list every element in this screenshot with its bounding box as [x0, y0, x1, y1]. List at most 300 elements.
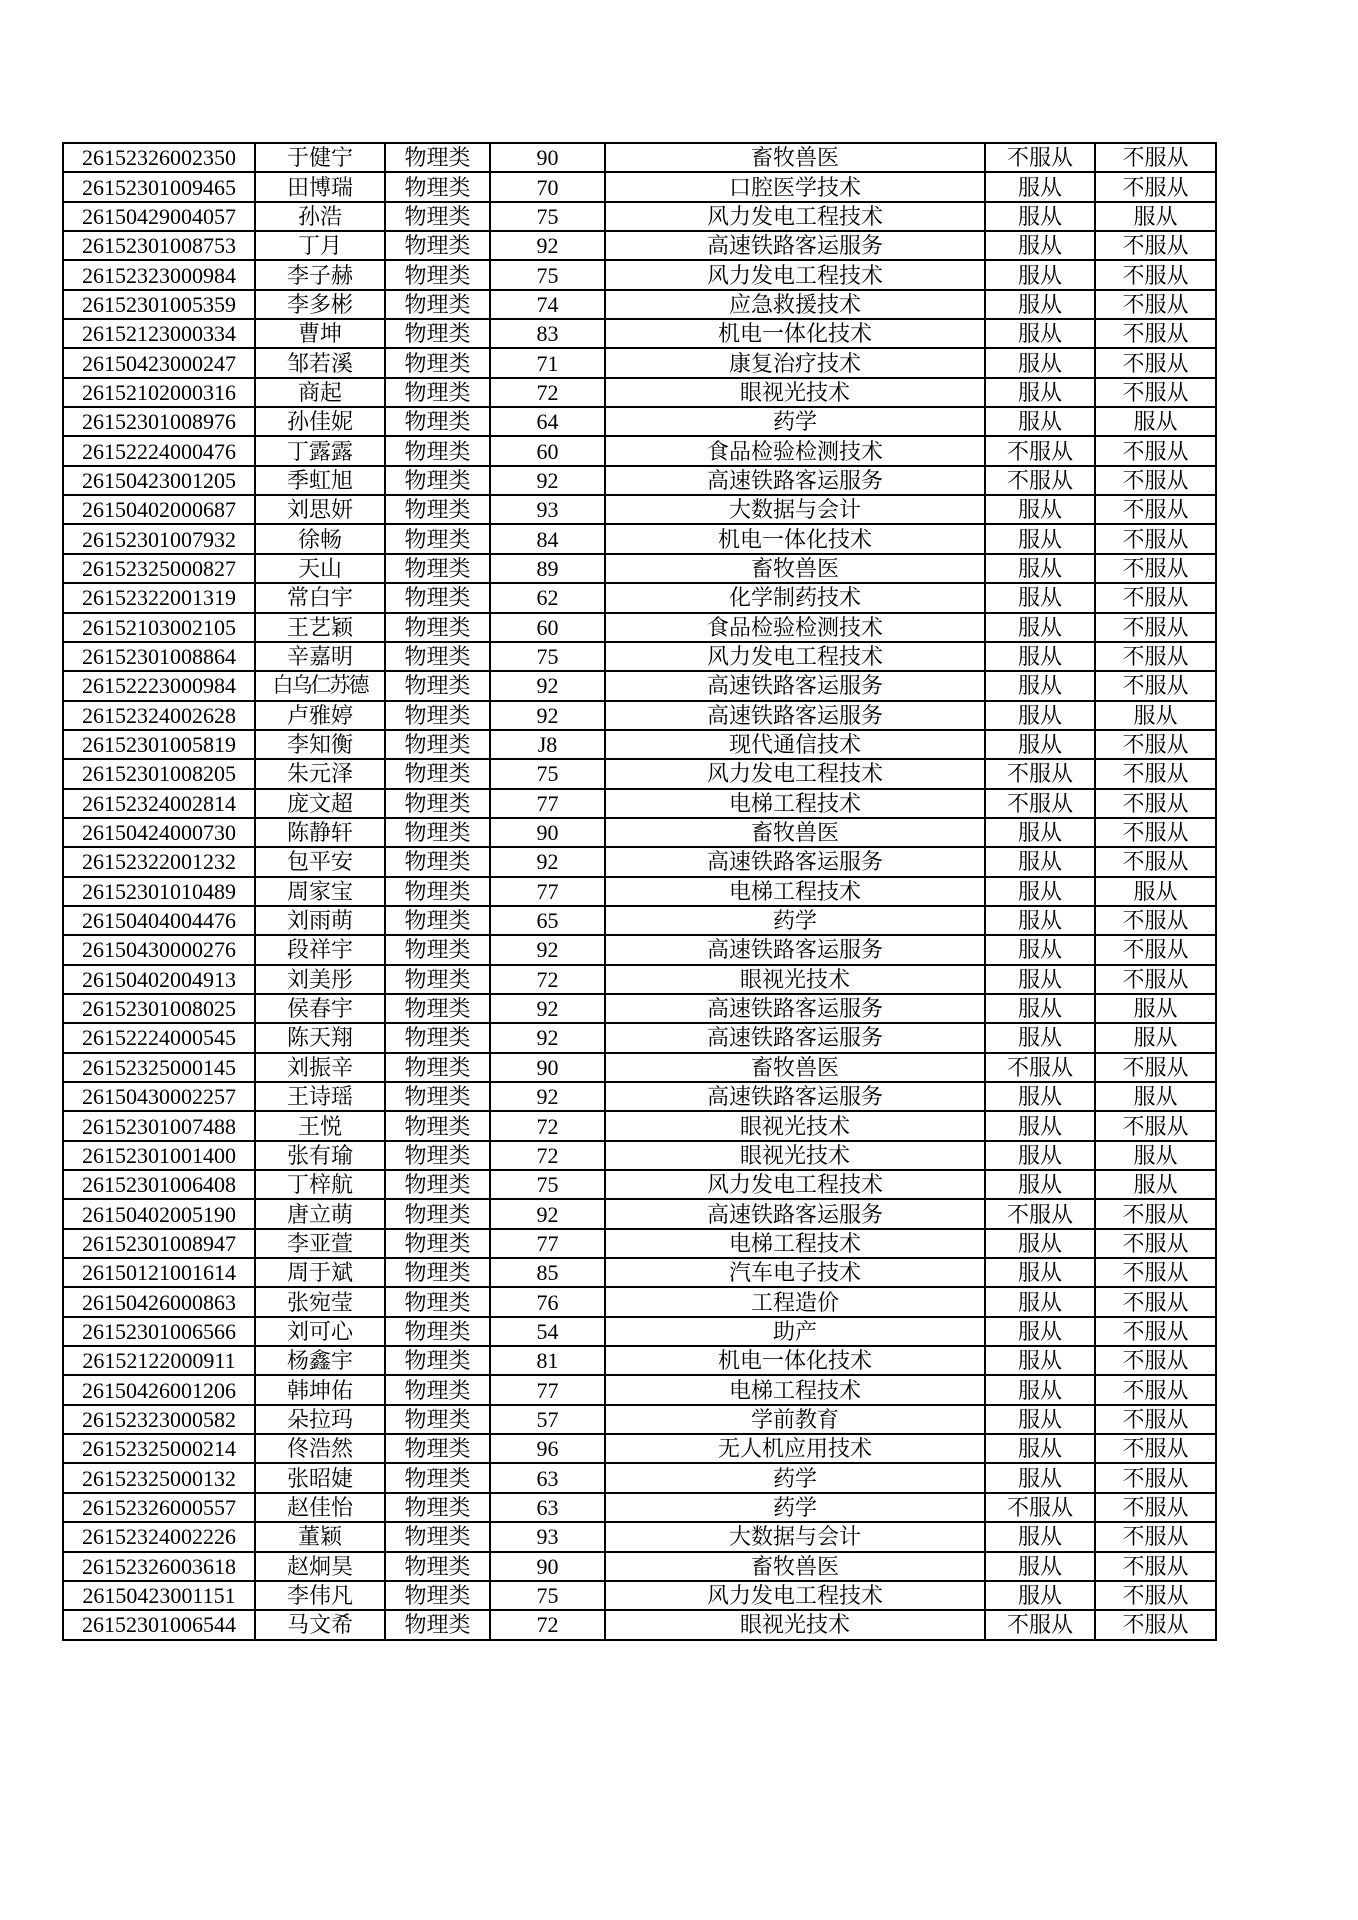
- candidate-name-cell: 侯春宇: [255, 994, 385, 1023]
- table-row: [63, 407, 1216, 436]
- candidate-id-cell: 26150423000247: [63, 348, 255, 377]
- candidate-name-cell: 徐畅: [255, 524, 385, 553]
- candidate-name-cell: 邹若溪: [255, 348, 385, 377]
- obey-adjustment-2-cell: 不服从: [1095, 495, 1216, 524]
- subject-category-cell: 物理类: [385, 671, 490, 700]
- table-row: [63, 143, 1216, 172]
- candidate-name-cell: 丁月: [255, 231, 385, 260]
- major-cell: 大数据与会计: [605, 1522, 985, 1551]
- obey-adjustment-1-cell: 服从: [985, 935, 1095, 964]
- candidate-id-cell: 26150121001614: [63, 1258, 255, 1287]
- major-cell: 眼视光技术: [605, 1141, 985, 1170]
- candidate-id-cell: 26152325000132: [63, 1463, 255, 1492]
- candidate-name-cell: 李多彬: [255, 290, 385, 319]
- obey-adjustment-1-cell: 服从: [985, 671, 1095, 700]
- score-cell: 92: [490, 994, 605, 1023]
- candidate-name-cell: 丁露露: [255, 436, 385, 465]
- subject-category-cell: 物理类: [385, 202, 490, 231]
- obey-adjustment-1-cell: 服从: [985, 1082, 1095, 1111]
- candidate-id-cell: 26152322001319: [63, 583, 255, 612]
- table-row: [63, 1552, 1216, 1581]
- major-cell: 药学: [605, 906, 985, 935]
- candidate-name-cell: 李知衡: [255, 730, 385, 759]
- candidate-name-cell: 杨鑫宇: [255, 1346, 385, 1375]
- major-cell: 电梯工程技术: [605, 1229, 985, 1258]
- subject-category-cell: 物理类: [385, 583, 490, 612]
- table-row: [63, 524, 1216, 553]
- candidate-id-cell: 26152326002350: [63, 143, 255, 172]
- table-row: [63, 1170, 1216, 1199]
- score-cell: 71: [490, 348, 605, 377]
- obey-adjustment-1-cell: 服从: [985, 407, 1095, 436]
- table-row: [63, 965, 1216, 994]
- major-cell: 电梯工程技术: [605, 789, 985, 818]
- major-cell: 风力发电工程技术: [605, 1581, 985, 1610]
- major-cell: 风力发电工程技术: [605, 202, 985, 231]
- obey-adjustment-2-cell: 不服从: [1095, 1317, 1216, 1346]
- candidate-id-cell: 26150423001205: [63, 466, 255, 495]
- score-cell: 77: [490, 1375, 605, 1404]
- candidate-name-cell: 刘振辛: [255, 1053, 385, 1082]
- table-row: [63, 1287, 1216, 1316]
- candidate-name-cell: 段祥宇: [255, 935, 385, 964]
- score-cell: 65: [490, 906, 605, 935]
- obey-adjustment-1-cell: 不服从: [985, 143, 1095, 172]
- major-cell: 无人机应用技术: [605, 1434, 985, 1463]
- major-cell: 高速铁路客运服务: [605, 701, 985, 730]
- subject-category-cell: 物理类: [385, 1111, 490, 1140]
- table-row: [63, 1346, 1216, 1375]
- obey-adjustment-1-cell: 不服从: [985, 466, 1095, 495]
- obey-adjustment-2-cell: 不服从: [1095, 789, 1216, 818]
- subject-category-cell: 物理类: [385, 701, 490, 730]
- table-row: [63, 1023, 1216, 1052]
- subject-category-cell: 物理类: [385, 1053, 490, 1082]
- major-cell: 高速铁路客运服务: [605, 847, 985, 876]
- table-row: [63, 671, 1216, 700]
- obey-adjustment-1-cell: 服从: [985, 231, 1095, 260]
- candidate-name-cell: 卢雅婷: [255, 701, 385, 730]
- score-cell: 54: [490, 1317, 605, 1346]
- candidate-id-cell: 26152301007932: [63, 524, 255, 553]
- candidate-name-cell: 刘美彤: [255, 965, 385, 994]
- obey-adjustment-1-cell: 服从: [985, 260, 1095, 289]
- candidate-id-cell: 26152301007488: [63, 1111, 255, 1140]
- subject-category-cell: 物理类: [385, 495, 490, 524]
- candidate-name-cell: 商起: [255, 378, 385, 407]
- obey-adjustment-1-cell: 不服从: [985, 1053, 1095, 1082]
- candidate-id-cell: 26152301008753: [63, 231, 255, 260]
- score-cell: 72: [490, 378, 605, 407]
- subject-category-cell: 物理类: [385, 348, 490, 377]
- score-cell: 72: [490, 1111, 605, 1140]
- table-row: [63, 759, 1216, 788]
- score-cell: 62: [490, 583, 605, 612]
- candidate-id-cell: 26150426000863: [63, 1287, 255, 1316]
- candidate-name-cell: 赵炯昊: [255, 1552, 385, 1581]
- obey-adjustment-1-cell: 服从: [985, 1463, 1095, 1492]
- candidate-id-cell: 26152325000214: [63, 1434, 255, 1463]
- candidate-id-cell: 26152301008947: [63, 1229, 255, 1258]
- score-cell: 92: [490, 1082, 605, 1111]
- obey-adjustment-2-cell: 服从: [1095, 701, 1216, 730]
- candidate-name-cell: 孙浩: [255, 202, 385, 231]
- table-row: [63, 935, 1216, 964]
- obey-adjustment-2-cell: 不服从: [1095, 143, 1216, 172]
- score-cell: 75: [490, 1170, 605, 1199]
- candidate-name-cell: 陈天翔: [255, 1023, 385, 1052]
- major-cell: 机电一体化技术: [605, 1346, 985, 1375]
- table-row: [63, 1258, 1216, 1287]
- subject-category-cell: 物理类: [385, 1317, 490, 1346]
- score-cell: J8: [490, 730, 605, 759]
- table-row: [63, 202, 1216, 231]
- obey-adjustment-2-cell: 不服从: [1095, 1111, 1216, 1140]
- obey-adjustment-1-cell: 服从: [985, 202, 1095, 231]
- candidate-name-cell: 李伟凡: [255, 1581, 385, 1610]
- subject-category-cell: 物理类: [385, 935, 490, 964]
- obey-adjustment-1-cell: 服从: [985, 1522, 1095, 1551]
- table-row: [63, 172, 1216, 201]
- subject-category-cell: 物理类: [385, 1434, 490, 1463]
- obey-adjustment-1-cell: 服从: [985, 554, 1095, 583]
- table-row: [63, 1610, 1216, 1639]
- obey-adjustment-2-cell: 不服从: [1095, 1229, 1216, 1258]
- obey-adjustment-1-cell: 服从: [985, 348, 1095, 377]
- candidate-id-cell: 26152224000476: [63, 436, 255, 465]
- subject-category-cell: 物理类: [385, 436, 490, 465]
- obey-adjustment-2-cell: 不服从: [1095, 642, 1216, 671]
- table-row: [63, 583, 1216, 612]
- candidate-id-cell: 26152301001400: [63, 1141, 255, 1170]
- obey-adjustment-1-cell: 服从: [985, 730, 1095, 759]
- major-cell: 畜牧兽医: [605, 1053, 985, 1082]
- table-row: [63, 994, 1216, 1023]
- table-row: [63, 1493, 1216, 1522]
- obey-adjustment-2-cell: 服从: [1095, 1082, 1216, 1111]
- score-cell: 90: [490, 143, 605, 172]
- score-cell: 74: [490, 290, 605, 319]
- subject-category-cell: 物理类: [385, 1199, 490, 1228]
- score-cell: 76: [490, 1287, 605, 1316]
- obey-adjustment-2-cell: 服从: [1095, 202, 1216, 231]
- major-cell: 畜牧兽医: [605, 1552, 985, 1581]
- score-cell: 92: [490, 701, 605, 730]
- obey-adjustment-1-cell: 服从: [985, 818, 1095, 847]
- score-cell: 77: [490, 877, 605, 906]
- candidate-id-cell: 26152103002105: [63, 613, 255, 642]
- obey-adjustment-2-cell: 不服从: [1095, 172, 1216, 201]
- candidate-name-cell: 周于斌: [255, 1258, 385, 1287]
- score-cell: 92: [490, 1023, 605, 1052]
- obey-adjustment-2-cell: 服从: [1095, 994, 1216, 1023]
- major-cell: 电梯工程技术: [605, 1375, 985, 1404]
- obey-adjustment-1-cell: 服从: [985, 1258, 1095, 1287]
- score-cell: 57: [490, 1405, 605, 1434]
- table-row: [63, 260, 1216, 289]
- table-row: [63, 1463, 1216, 1492]
- major-cell: 助产: [605, 1317, 985, 1346]
- subject-category-cell: 物理类: [385, 290, 490, 319]
- obey-adjustment-2-cell: 不服从: [1095, 378, 1216, 407]
- subject-category-cell: 物理类: [385, 1581, 490, 1610]
- candidate-name-cell: 曹坤: [255, 319, 385, 348]
- obey-adjustment-2-cell: 不服从: [1095, 1493, 1216, 1522]
- obey-adjustment-1-cell: 服从: [985, 847, 1095, 876]
- table-row: [63, 1317, 1216, 1346]
- candidate-name-cell: 白乌仁苏德: [255, 671, 385, 700]
- table-row: [63, 1581, 1216, 1610]
- candidate-id-cell: 26152324002226: [63, 1522, 255, 1551]
- major-cell: 大数据与会计: [605, 495, 985, 524]
- major-cell: 高速铁路客运服务: [605, 231, 985, 260]
- obey-adjustment-2-cell: 不服从: [1095, 466, 1216, 495]
- major-cell: 食品检验检测技术: [605, 436, 985, 465]
- obey-adjustment-2-cell: 不服从: [1095, 1405, 1216, 1434]
- table-row: [63, 613, 1216, 642]
- major-cell: 药学: [605, 1493, 985, 1522]
- table-row: [63, 554, 1216, 583]
- obey-adjustment-2-cell: 不服从: [1095, 847, 1216, 876]
- candidate-name-cell: 朱元泽: [255, 759, 385, 788]
- candidate-id-cell: 26152325000827: [63, 554, 255, 583]
- major-cell: 风力发电工程技术: [605, 260, 985, 289]
- score-cell: 63: [490, 1493, 605, 1522]
- obey-adjustment-2-cell: 不服从: [1095, 319, 1216, 348]
- candidate-name-cell: 王艺颖: [255, 613, 385, 642]
- table-row: [63, 495, 1216, 524]
- obey-adjustment-1-cell: 服从: [985, 1287, 1095, 1316]
- score-cell: 93: [490, 495, 605, 524]
- candidate-id-cell: 26152301005819: [63, 730, 255, 759]
- candidate-id-cell: 26150402000687: [63, 495, 255, 524]
- score-cell: 72: [490, 965, 605, 994]
- candidate-id-cell: 26152326003618: [63, 1552, 255, 1581]
- obey-adjustment-1-cell: 服从: [985, 1317, 1095, 1346]
- major-cell: 应急救援技术: [605, 290, 985, 319]
- major-cell: 高速铁路客运服务: [605, 1199, 985, 1228]
- candidate-id-cell: 26152223000984: [63, 671, 255, 700]
- obey-adjustment-2-cell: 不服从: [1095, 965, 1216, 994]
- major-cell: 眼视光技术: [605, 1111, 985, 1140]
- candidate-name-cell: 韩坤佑: [255, 1375, 385, 1404]
- obey-adjustment-1-cell: 不服从: [985, 1199, 1095, 1228]
- candidate-name-cell: 丁梓航: [255, 1170, 385, 1199]
- major-cell: 食品检验检测技术: [605, 613, 985, 642]
- obey-adjustment-2-cell: 不服从: [1095, 1375, 1216, 1404]
- table-body: [63, 143, 1216, 1640]
- major-cell: 高速铁路客运服务: [605, 935, 985, 964]
- obey-adjustment-2-cell: 不服从: [1095, 554, 1216, 583]
- major-cell: 高速铁路客运服务: [605, 1023, 985, 1052]
- obey-adjustment-1-cell: 不服从: [985, 789, 1095, 818]
- obey-adjustment-2-cell: 不服从: [1095, 1053, 1216, 1082]
- major-cell: 药学: [605, 1463, 985, 1492]
- obey-adjustment-2-cell: 不服从: [1095, 524, 1216, 553]
- obey-adjustment-1-cell: 服从: [985, 642, 1095, 671]
- score-cell: 85: [490, 1258, 605, 1287]
- score-cell: 92: [490, 1199, 605, 1228]
- admission-preference-table: [62, 142, 1217, 1641]
- candidate-name-cell: 张有瑜: [255, 1141, 385, 1170]
- subject-category-cell: 物理类: [385, 1493, 490, 1522]
- major-cell: 高速铁路客运服务: [605, 671, 985, 700]
- candidate-name-cell: 李子赫: [255, 260, 385, 289]
- subject-category-cell: 物理类: [385, 789, 490, 818]
- obey-adjustment-1-cell: 服从: [985, 877, 1095, 906]
- score-cell: 92: [490, 671, 605, 700]
- obey-adjustment-2-cell: 不服从: [1095, 759, 1216, 788]
- candidate-name-cell: 朵拉玛: [255, 1405, 385, 1434]
- obey-adjustment-2-cell: 不服从: [1095, 1522, 1216, 1551]
- obey-adjustment-1-cell: 服从: [985, 172, 1095, 201]
- table-row: [63, 1199, 1216, 1228]
- major-cell: 高速铁路客运服务: [605, 994, 985, 1023]
- candidate-id-cell: 26150426001206: [63, 1375, 255, 1404]
- table-row: [63, 847, 1216, 876]
- subject-category-cell: 物理类: [385, 1522, 490, 1551]
- subject-category-cell: 物理类: [385, 906, 490, 935]
- subject-category-cell: 物理类: [385, 877, 490, 906]
- candidate-name-cell: 刘思妍: [255, 495, 385, 524]
- table-row: [63, 466, 1216, 495]
- obey-adjustment-2-cell: 不服从: [1095, 231, 1216, 260]
- major-cell: 机电一体化技术: [605, 319, 985, 348]
- score-cell: 75: [490, 759, 605, 788]
- candidate-id-cell: 26152301008205: [63, 759, 255, 788]
- candidate-id-cell: 26152323000582: [63, 1405, 255, 1434]
- subject-category-cell: 物理类: [385, 1375, 490, 1404]
- subject-category-cell: 物理类: [385, 378, 490, 407]
- obey-adjustment-1-cell: 服从: [985, 1023, 1095, 1052]
- candidate-name-cell: 周家宝: [255, 877, 385, 906]
- subject-category-cell: 物理类: [385, 1405, 490, 1434]
- subject-category-cell: 物理类: [385, 1287, 490, 1316]
- table-row: [63, 1229, 1216, 1258]
- obey-adjustment-1-cell: 不服从: [985, 1610, 1095, 1639]
- obey-adjustment-1-cell: 服从: [985, 378, 1095, 407]
- candidate-id-cell: 26152301006566: [63, 1317, 255, 1346]
- obey-adjustment-2-cell: 不服从: [1095, 1552, 1216, 1581]
- candidate-name-cell: 季虹旭: [255, 466, 385, 495]
- obey-adjustment-2-cell: 服从: [1095, 877, 1216, 906]
- subject-category-cell: 物理类: [385, 642, 490, 671]
- subject-category-cell: 物理类: [385, 1141, 490, 1170]
- obey-adjustment-1-cell: 服从: [985, 524, 1095, 553]
- obey-adjustment-2-cell: 不服从: [1095, 436, 1216, 465]
- obey-adjustment-2-cell: 不服从: [1095, 1258, 1216, 1287]
- score-cell: 63: [490, 1463, 605, 1492]
- obey-adjustment-1-cell: 服从: [985, 1581, 1095, 1610]
- candidate-name-cell: 包平安: [255, 847, 385, 876]
- table-row: [63, 642, 1216, 671]
- score-cell: 60: [490, 613, 605, 642]
- subject-category-cell: 物理类: [385, 554, 490, 583]
- subject-category-cell: 物理类: [385, 1258, 490, 1287]
- candidate-id-cell: 26150424000730: [63, 818, 255, 847]
- major-cell: 化学制药技术: [605, 583, 985, 612]
- candidate-id-cell: 26152301006408: [63, 1170, 255, 1199]
- major-cell: 畜牧兽医: [605, 143, 985, 172]
- score-cell: 90: [490, 818, 605, 847]
- obey-adjustment-1-cell: 服从: [985, 290, 1095, 319]
- candidate-name-cell: 佟浩然: [255, 1434, 385, 1463]
- obey-adjustment-1-cell: 服从: [985, 701, 1095, 730]
- table-row: [63, 1434, 1216, 1463]
- candidate-id-cell: 26152301006544: [63, 1610, 255, 1639]
- table-row: [63, 378, 1216, 407]
- table-row: [63, 348, 1216, 377]
- subject-category-cell: 物理类: [385, 319, 490, 348]
- candidate-id-cell: 26152122000911: [63, 1346, 255, 1375]
- table-row: [63, 1141, 1216, 1170]
- obey-adjustment-2-cell: 不服从: [1095, 583, 1216, 612]
- table-row: [63, 290, 1216, 319]
- subject-category-cell: 物理类: [385, 759, 490, 788]
- table-row: [63, 231, 1216, 260]
- score-cell: 81: [490, 1346, 605, 1375]
- table-row: [63, 906, 1216, 935]
- candidate-id-cell: 26152301009465: [63, 172, 255, 201]
- score-cell: 72: [490, 1610, 605, 1639]
- obey-adjustment-1-cell: 服从: [985, 319, 1095, 348]
- subject-category-cell: 物理类: [385, 847, 490, 876]
- subject-category-cell: 物理类: [385, 524, 490, 553]
- subject-category-cell: 物理类: [385, 1023, 490, 1052]
- candidate-id-cell: 26150402005190: [63, 1199, 255, 1228]
- candidate-name-cell: 辛嘉明: [255, 642, 385, 671]
- major-cell: 风力发电工程技术: [605, 1170, 985, 1199]
- candidate-name-cell: 王悦: [255, 1111, 385, 1140]
- score-cell: 75: [490, 1581, 605, 1610]
- subject-category-cell: 物理类: [385, 613, 490, 642]
- candidate-name-cell: 常白宇: [255, 583, 385, 612]
- candidate-name-cell: 李亚萱: [255, 1229, 385, 1258]
- candidate-name-cell: 孙佳妮: [255, 407, 385, 436]
- major-cell: 眼视光技术: [605, 378, 985, 407]
- score-cell: 92: [490, 231, 605, 260]
- major-cell: 康复治疗技术: [605, 348, 985, 377]
- major-cell: 畜牧兽医: [605, 554, 985, 583]
- obey-adjustment-1-cell: 服从: [985, 1141, 1095, 1170]
- table-row: [63, 1522, 1216, 1551]
- candidate-name-cell: 于健宁: [255, 143, 385, 172]
- major-cell: 高速铁路客运服务: [605, 466, 985, 495]
- subject-category-cell: 物理类: [385, 730, 490, 759]
- candidate-name-cell: 马文希: [255, 1610, 385, 1639]
- score-cell: 83: [490, 319, 605, 348]
- obey-adjustment-1-cell: 服从: [985, 1170, 1095, 1199]
- obey-adjustment-2-cell: 不服从: [1095, 730, 1216, 759]
- candidate-id-cell: 26150404004476: [63, 906, 255, 935]
- subject-category-cell: 物理类: [385, 466, 490, 495]
- candidate-id-cell: 26150430002257: [63, 1082, 255, 1111]
- candidate-id-cell: 26152123000334: [63, 319, 255, 348]
- obey-adjustment-2-cell: 不服从: [1095, 1610, 1216, 1639]
- candidate-name-cell: 王诗瑶: [255, 1082, 385, 1111]
- score-cell: 60: [490, 436, 605, 465]
- obey-adjustment-1-cell: 服从: [985, 1405, 1095, 1434]
- obey-adjustment-2-cell: 不服从: [1095, 935, 1216, 964]
- candidate-id-cell: 26152324002628: [63, 701, 255, 730]
- score-cell: 75: [490, 260, 605, 289]
- obey-adjustment-2-cell: 服从: [1095, 1170, 1216, 1199]
- candidate-id-cell: 26152301008864: [63, 642, 255, 671]
- score-cell: 89: [490, 554, 605, 583]
- candidate-id-cell: 26152301008976: [63, 407, 255, 436]
- candidate-id-cell: 26152324002814: [63, 789, 255, 818]
- score-cell: 75: [490, 202, 605, 231]
